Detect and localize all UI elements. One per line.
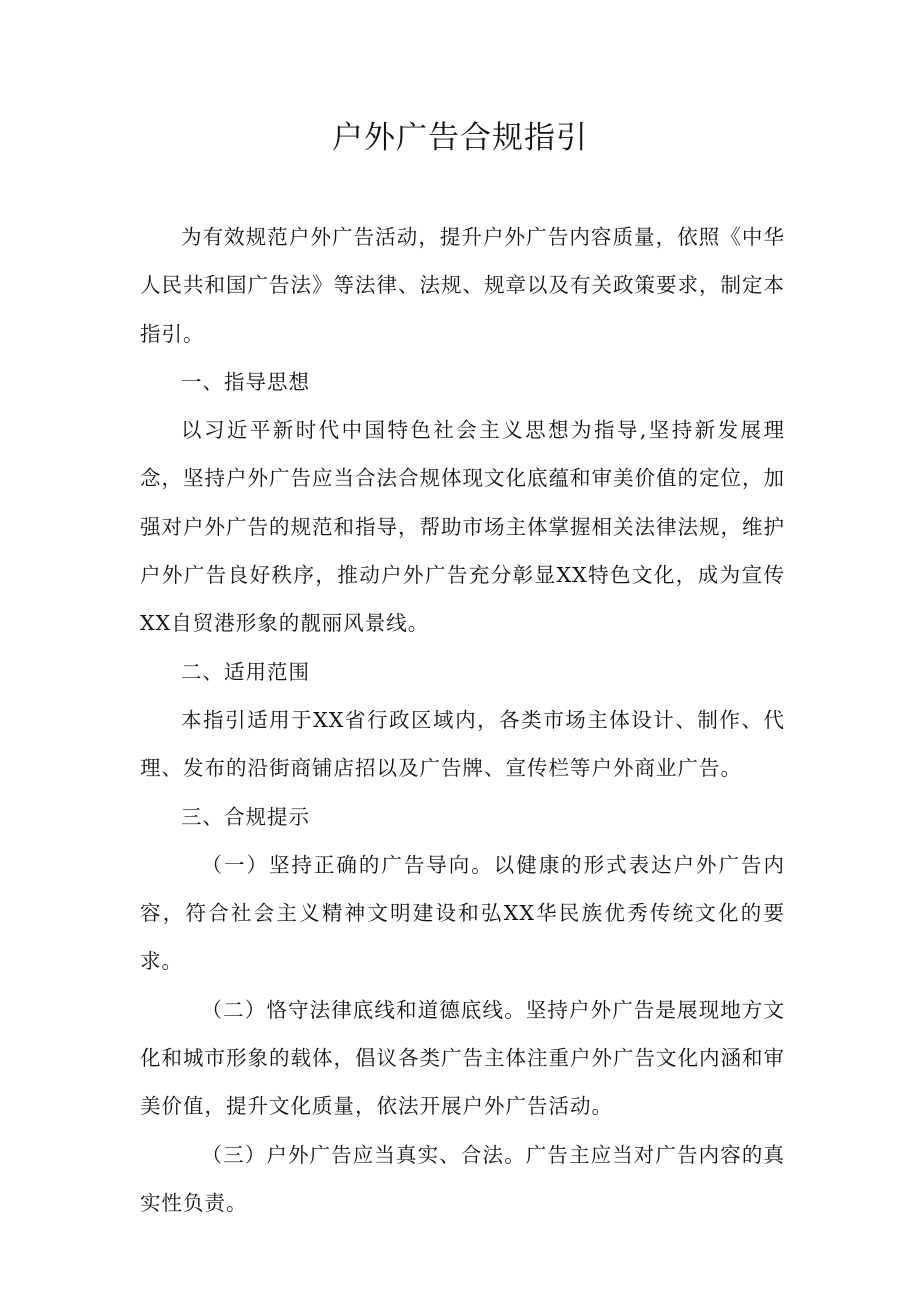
document-title: 户外广告合规指引	[332, 120, 588, 156]
section-paragraph-scope: 本指引适用于XX省行政区域内，各类市场主体设计、制作、代理、发布的沿街商铺店招以及广告牌、宣传栏等户外商业广告。	[140, 707, 785, 781]
section-heading-scope: 二、适用范围	[181, 659, 310, 684]
document-body	[140, 213, 785, 1227]
section-heading-compliance-tips: 三、合规提示	[181, 804, 310, 829]
compliance-item-3: （三）户外广告应当真实、合法。广告主应当对广告内容的真实性负责。	[140, 1142, 785, 1215]
intro-paragraph: 为有效规范户外广告活动，提升户外广告内容质量，依照《中华人民共和国广告法》等法律、法规、规章以及有关政策要求，制定本指引。	[140, 225, 785, 346]
compliance-item-1: （一）坚持正确的广告导向。以健康的形式表达户外广告内容，符合社会主义精神文明建设和弘XX华民族优秀传统文化的要求。	[140, 852, 785, 974]
compliance-item-2: （二）恪守法律底线和道德底线。坚持户外广告是展现地方文化和城市形象的载体，倡议各类广告主体注重户外广告文化内涵和审美价值，提升文化质量，依法开展户外广告活动。	[140, 997, 785, 1119]
section-paragraph-guiding-ideology: 以习近平新时代中国特色社会主义思想为指导,坚持新发展理念，坚持户外广告应当合法合规体现文化底蕴和审美价值的定位，加强对户外广告的规范和指导，帮助市场主体掌握相关法律法规，维护户外广告良好秩序，推动户外广告充分彰显XX特色文化，成为宣传XX自贸港形象的靓丽风景线。	[140, 418, 785, 636]
section-heading-guiding-ideology: 一、指导思想	[181, 369, 310, 394]
